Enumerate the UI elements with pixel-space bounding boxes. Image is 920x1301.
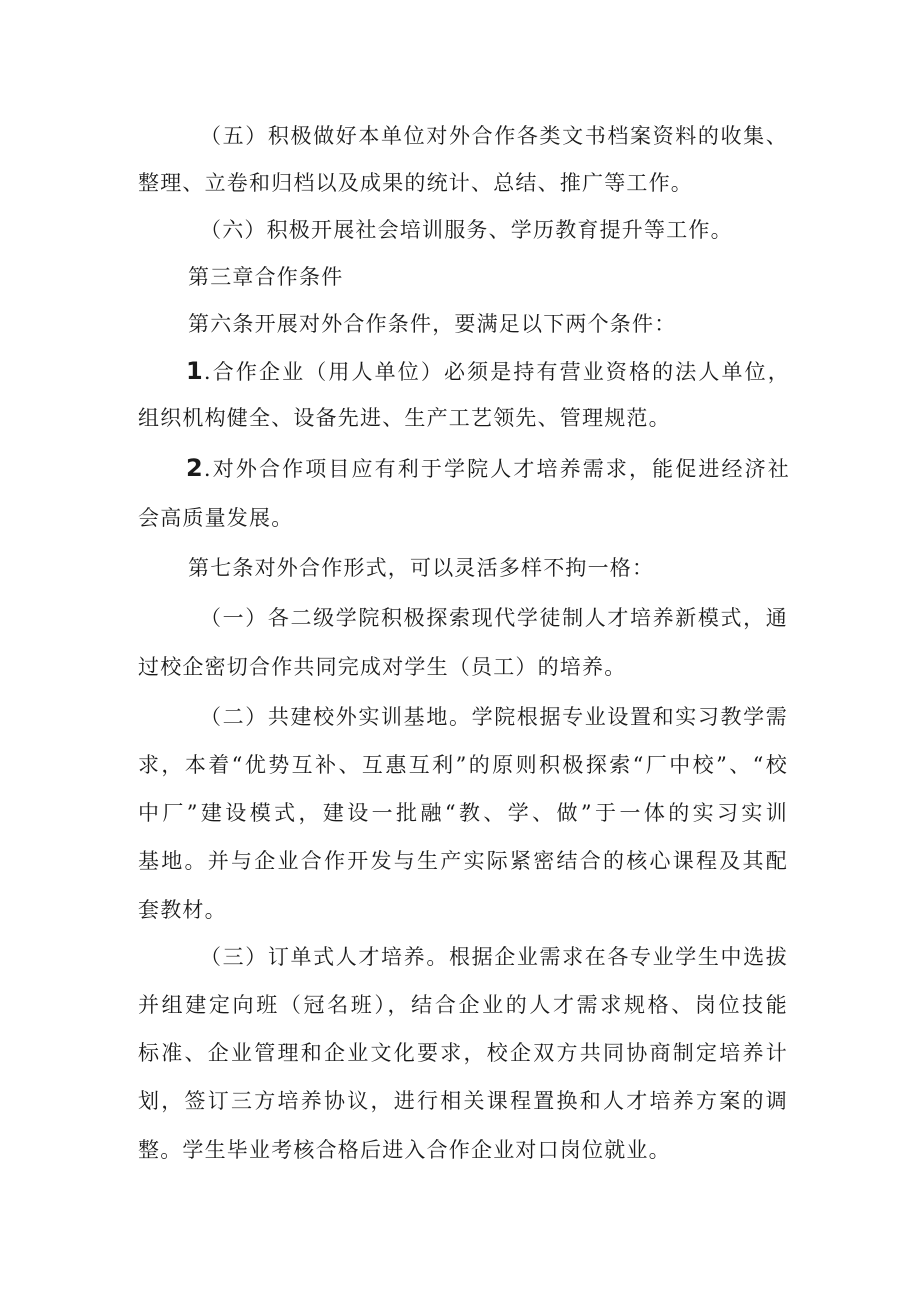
form-2-line-5: 套教材。 <box>138 898 227 922</box>
form-3-line-1: （三）订单式人才培养。根据企业需求在各专业学生中选拔 <box>200 945 788 969</box>
form-2-line-3: 中厂”建设模式，建设一批融“教、学、做”于一体的实习实训 <box>138 801 788 825</box>
form-2-line-2: 求，本着“优势互补、互惠互利”的原则积极探索“厂中校”、“校 <box>138 753 788 777</box>
form-2-line-4: 基地。并与企业合作开发与生产实际紧密结合的核心课程及其配 <box>138 849 788 873</box>
article-7-text: 第七条对外合作形式，可以灵活多样不拘一格： <box>188 556 655 580</box>
condition-2-text: .对外合作项目应有利于学院人才培养需求，能促进经济社 <box>203 457 790 481</box>
condition-2-line-1 <box>186 453 790 483</box>
form-1-line-1: （一）各二级学院积极探索现代学徒制人才培养新模式，通 <box>200 606 788 630</box>
form-3-line-3: 标准、企业管理和企业文化要求，校企双方共同协商制定培养计 <box>138 1041 788 1065</box>
condition-2-number: 2 <box>186 454 204 482</box>
condition-1-number: 1 <box>186 357 204 385</box>
form-3-line-2: 并组建定向班（冠名班），结合企业的人才需求规格、岗位技能 <box>138 993 788 1017</box>
paragraph-5-line-2: 整理、立卷和归档以及成果的统计、总结、推广等工作。 <box>138 171 693 195</box>
form-1-line-2: 过校企密切合作共同完成对学生（员工）的培养。 <box>138 655 627 679</box>
form-2-line-1: （二）共建校外实训基地。学院根据专业设置和实习教学需 <box>200 705 788 729</box>
article-6-text: 第六条开展对外合作条件，要满足以下两个条件： <box>188 312 677 336</box>
chapter-3-heading: 第三章合作条件 <box>188 265 344 289</box>
condition-1-text: .合作企业（用人单位）必须是持有营业资格的法人单位， <box>203 360 790 384</box>
form-3-line-4: 划，签订三方培养协议，进行相关课程置换和人才培养方案的调 <box>138 1089 788 1113</box>
paragraph-5-line-1: （五）积极做好本单位对外合作各类文书档案资料的收集、 <box>200 124 788 148</box>
condition-2-line-2: 会高质量发展。 <box>138 506 294 530</box>
form-3-line-5: 整。学生毕业考核合格后进入合作企业对口岗位就业。 <box>138 1138 671 1162</box>
paragraph-6-line-1: （六）积极开展社会培训服务、学历教育提升等工作。 <box>200 218 733 242</box>
condition-1-line-1 <box>186 356 790 386</box>
condition-1-line-2: 组织机构健全、设备先进、生产工艺领先、管理规范。 <box>138 406 671 430</box>
